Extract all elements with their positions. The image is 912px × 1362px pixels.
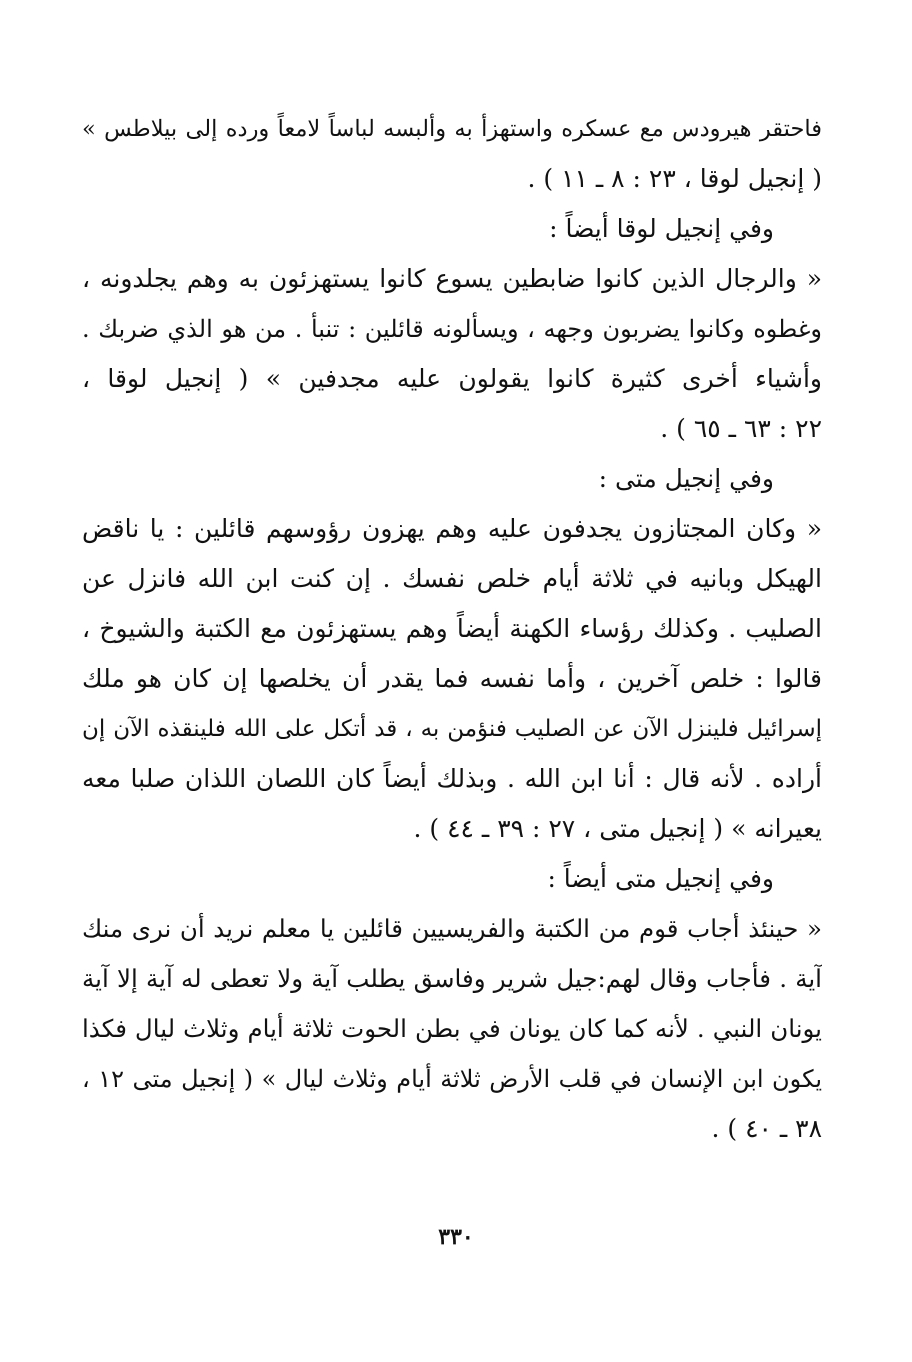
section-intro-line: وفي إنجيل متى أيضاً :: [547, 864, 774, 893]
text-line-10: الهيكل وبانيه في ثلاثة أيام خلص نفسك . إن كنت ابن الله فانزل عن: [82, 564, 822, 593]
text-line-5: وغطوه وكانوا يضربون وجهه ، ويسألونه قائلين : تنبأ . من هو الذي ضربك .: [82, 315, 822, 343]
text-line-12: قالوا : خلص آخرين ، وأما نفسه فما يقدر أن يخلصها إن كان هو ملك: [82, 664, 822, 693]
citation-line: ( إنجيل لوقا ، ٢٣ : ٨ ـ ١١ ) .: [527, 164, 822, 193]
body-text: [82, 104, 822, 1154]
page-number: ٣٣٠: [438, 1224, 474, 1250]
text-line-11: الصليب . وكذلك رؤساء الكهنة أيضاً وهم يستهزئون مع الكتبة والشيوخ ،: [82, 614, 822, 643]
citation-line: ٣٨ ـ ٤٠ ) .: [711, 1114, 822, 1143]
text-line-20: يكون ابن الإنسان في قلب الأرض ثلاثة أيام وثلاث ليال » ( إنجيل متى ١٢ ،: [82, 1065, 822, 1093]
text-line-1: فاحتقر هيرودس مع عسكره واستهزأ به وألبسه لباساً لامعاً ورده إلى بيلاطس »: [82, 116, 822, 142]
text-line-17: « حينئذ أجاب قوم من الكتبة والفريسيين قائلين يا معلم نريد أن نرى منك: [82, 914, 822, 943]
text-line-13: إسرائيل فلينزل الآن عن الصليب فنؤمن به ، قد أتكل على الله فلينقذه الآن إن: [82, 716, 822, 742]
text-line-9: « وكان المجتازون يجدفون عليه وهم يهزون رؤوسهم قائلين : يا ناقض: [82, 514, 822, 543]
section-intro-line: وفي إنجيل لوقا أيضاً :: [549, 214, 774, 243]
text-line-6: وأشياء أخرى كثيرة كانوا يقولون عليه مجدفين » ( إنجيل لوقا ،: [82, 364, 822, 393]
citation-line: يعيرانه » ( إنجيل متى ، ٢٧ : ٣٩ ـ ٤٤ ) .: [413, 814, 822, 843]
text-line-19: يونان النبي . لأنه كما كان يونان في بطن الحوت ثلاثة أيام وثلاث ليال فكذا: [82, 1014, 822, 1043]
text-line-14: أراده . لأنه قال : أنا ابن الله . وبذلك أيضاً كان اللصان اللذان صلبا معه: [82, 764, 822, 793]
text-line-4: « والرجال الذين كانوا ضابطين يسوع كانوا يستهزئون به وهم يجلدونه ،: [82, 264, 822, 293]
text-line-18: آية . فأجاب وقال لهم:جيل شرير وفاسق يطلب آية ولا تعطى له آية إلا آية: [82, 964, 822, 993]
section-intro-line: وفي إنجيل متى :: [598, 464, 774, 493]
citation-line: ٢٢ : ٦٣ ـ ٦٥ ) .: [660, 414, 822, 443]
